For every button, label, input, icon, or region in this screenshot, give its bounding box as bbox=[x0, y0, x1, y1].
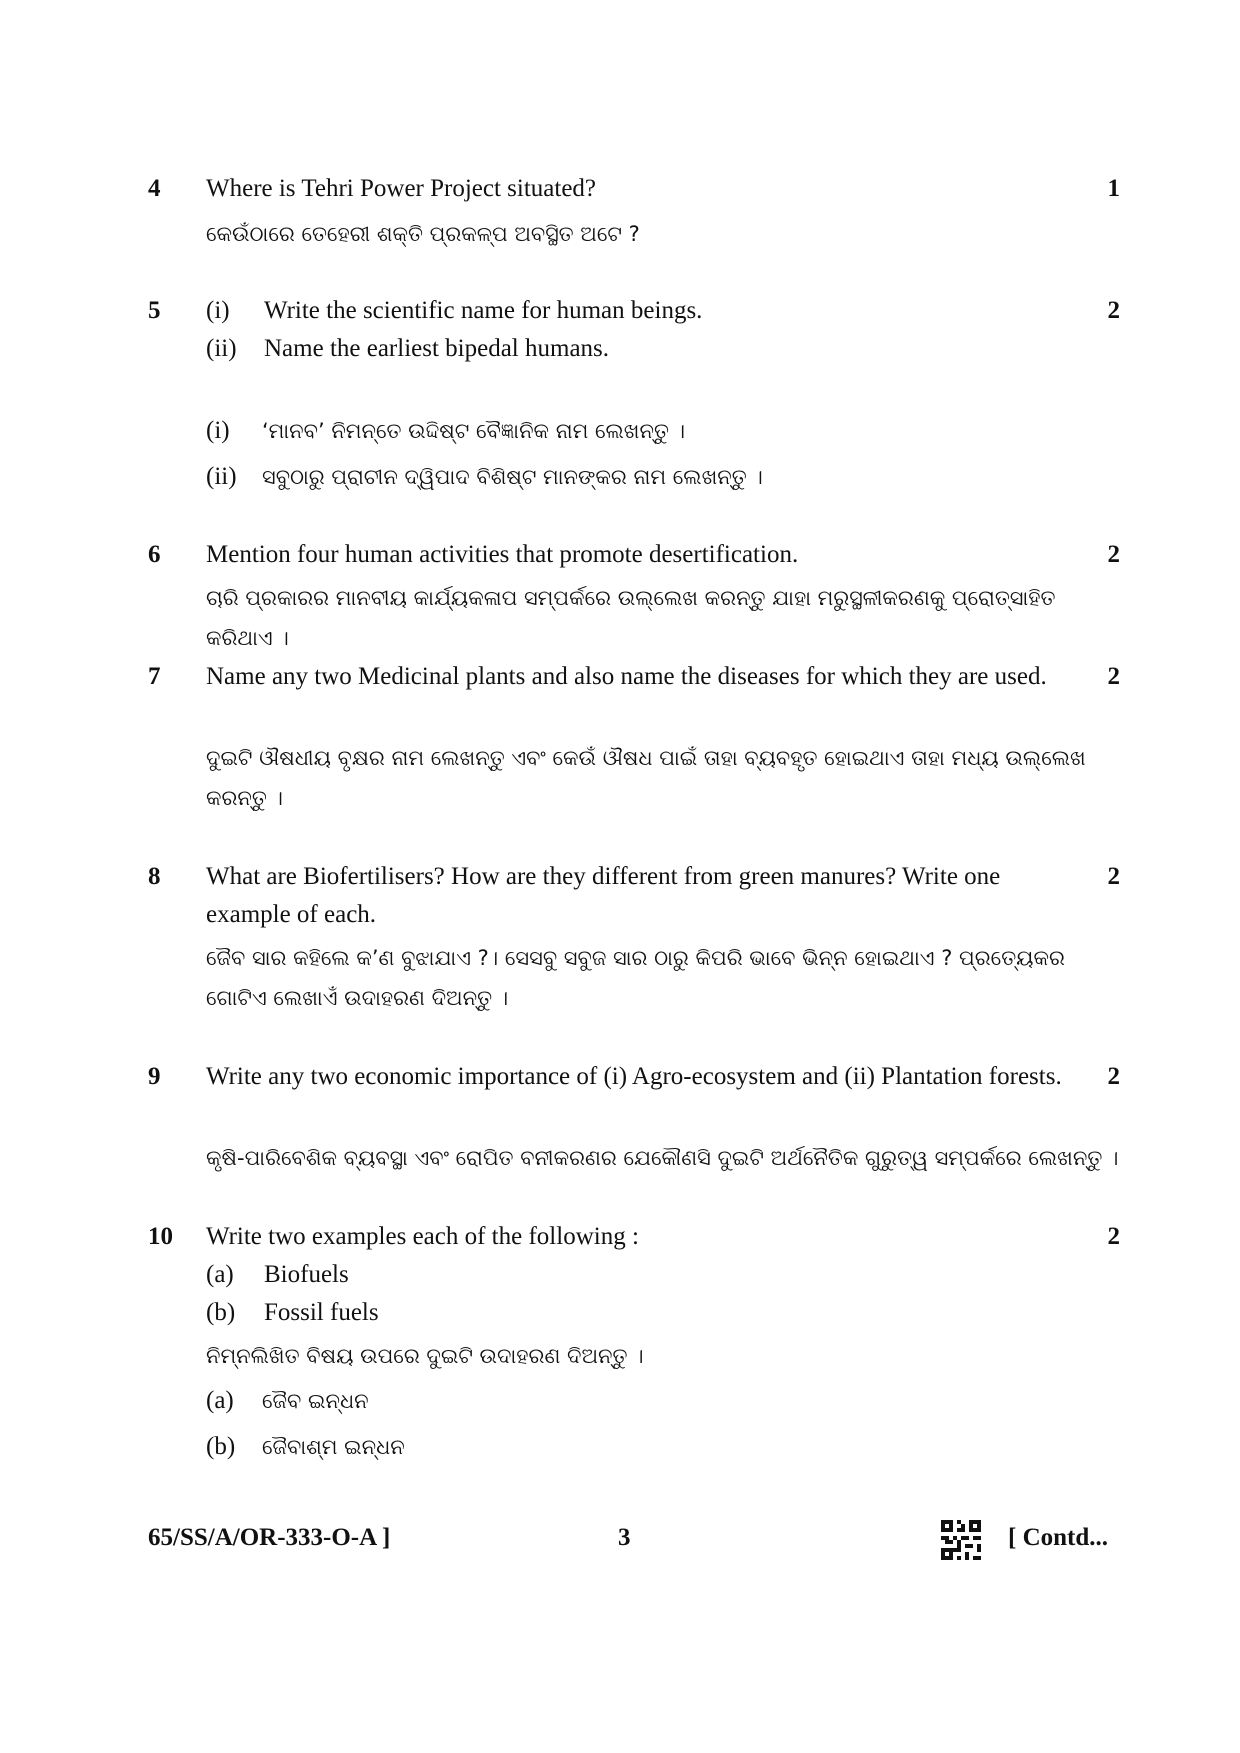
question-marks: 2 bbox=[1107, 863, 1120, 890]
continued-label: [ Contd... bbox=[1008, 1524, 1109, 1551]
sub-label: (b) bbox=[206, 1433, 236, 1460]
question-text-odia: ନିମ୍ନଲିଖିତ ବିଷୟ ଉପରେ ଦୁଇଟି ଉଦାହରଣ ଦିଅନ୍ତୁ । bbox=[206, 1344, 644, 1368]
question-text-odia: କୃଷି-ପାରିବେଶିକ ବ୍ୟବସ୍ଥା ଏବଂ ରୋପିତ ବନୀକରଣର ଯେକୌଣସି ଦୁଇଟି ଅର୍ଥନୈତିକ ଗୁରୁତ୍ୱ ସମ୍ପର୍କରେ ଲେଖନ୍ତୁ । bbox=[206, 1146, 1119, 1170]
question-marks: 2 bbox=[1107, 541, 1120, 568]
sub-label: (ii) bbox=[206, 335, 237, 362]
question-number: 5 bbox=[148, 297, 161, 324]
question-text-english: Write two examples each of the following : bbox=[206, 1223, 639, 1250]
sub-text-english: Biofuels bbox=[264, 1261, 349, 1288]
sub-text-odia: ଜୈବ ଇନ୍ଧନ bbox=[262, 1389, 369, 1413]
question-text-english: Write any two economic importance of (i) Agro-ecosystem and (ii) Plantation forests. bbox=[206, 1063, 1062, 1090]
question-text-english: Mention four human activities that promote desertification. bbox=[206, 541, 799, 568]
question-number: 10 bbox=[148, 1223, 173, 1250]
sub-label: (a) bbox=[206, 1261, 234, 1288]
question-text-odia: ଦୁଇଟି ଔଷଧୀୟ ବୃକ୍ଷର ନାମ ଲେଖନ୍ତୁ ଏବଂ କେଉଁ ଔଷଧ ପାଇଁ ତାହା ବ୍ୟବହୃତ ହୋଇଥାଏ ତାହା ମଧ୍ୟ ଉଲ୍ଲେଖ କରନ୍ତୁ । bbox=[206, 746, 1086, 810]
question-text-english: Name any two Medicinal plants and also name the diseases for which they are used. bbox=[206, 663, 1047, 690]
paper-code: 65/SS/A/OR-333-O-A ] bbox=[148, 1524, 391, 1551]
sub-label: (i) bbox=[206, 417, 230, 444]
question-number: 9 bbox=[148, 1063, 161, 1090]
question-text-english: What are Biofertilisers? How are they different from green manures? Write one example of each. bbox=[206, 863, 1001, 928]
question-text-odia: କେଉଁଠାରେ ତେହେରୀ ଶକ୍ତି ପ୍ରକଳ୍ପ ଅବସ୍ଥିତ ଅଟେ ? bbox=[206, 222, 640, 246]
question-marks: 2 bbox=[1107, 297, 1120, 324]
sub-label: (ii) bbox=[206, 463, 237, 490]
question-marks: 1 bbox=[1107, 175, 1120, 202]
question-text-odia: ଚାରି ପ୍ରକାରର ମାନବୀୟ କାର୍ଯ୍ୟକଳାପ ସମ୍ପର୍କରେ ଉଲ୍ଲେଖ କରନ୍ତୁ ଯାହା ମରୁସ୍ଥଳୀକରଣକୁ ପ୍ରୋତ୍ସାହିତ କରିଥାଏ । bbox=[206, 586, 1056, 650]
sub-label: (b) bbox=[206, 1299, 236, 1326]
sub-text-english: Name the earliest bipedal humans. bbox=[264, 335, 610, 362]
question-number: 6 bbox=[148, 541, 161, 568]
sub-text-odia: ‘ମାନବ’ ନିମନ୍ତେ ଉଦ୍ଦିଷ୍ଟ ବୈଜ୍ଞାନିକ ନାମ ଲେଖନ୍ତୁ । bbox=[262, 419, 686, 443]
sub-text-english: Write the scientific name for human beings. bbox=[264, 297, 703, 324]
question-text-english: Where is Tehri Power Project situated? bbox=[206, 175, 597, 202]
sub-text-english: Fossil fuels bbox=[264, 1299, 379, 1326]
question-number: 7 bbox=[148, 663, 161, 690]
question-number: 4 bbox=[148, 175, 161, 202]
question-marks: 2 bbox=[1107, 1063, 1120, 1090]
question-text-odia: ଜୈବ ସାର କହିଲେ କ’ଣ ବୁଝାଯାଏ ?। ସେସବୁ ସବୁଜ ସାର ଠାରୁ କିପରି ଭାବେ ଭିନ୍ନ ହୋଇଥାଏ ? ପ୍ରତ୍ୟେକର ଗୋଟିଏ ଲେଖାଏଁ ଉଦାହରଣ ଦିଅନ୍ତୁ । bbox=[206, 946, 1065, 1010]
question-number: 8 bbox=[148, 863, 161, 890]
sub-label: (a) bbox=[206, 1387, 234, 1414]
page-number: 3 bbox=[618, 1524, 631, 1551]
sub-text-odia: ଜୈବାଶ୍ମ ଇନ୍ଧନ bbox=[262, 1435, 405, 1459]
sub-text-odia: ସବୁଠାରୁ ପ୍ରାଚୀନ ଦ୍ୱିପାଦ ବିଶିଷ୍ଟ ମାନଙ୍କର ନାମ ଲେଖନ୍ତୁ । bbox=[262, 465, 763, 489]
sub-label: (i) bbox=[206, 297, 230, 324]
page-footer bbox=[0, 1518, 1240, 1558]
qr-code-icon bbox=[941, 1520, 981, 1560]
question-marks: 2 bbox=[1107, 1223, 1120, 1250]
question-marks: 2 bbox=[1107, 663, 1120, 690]
